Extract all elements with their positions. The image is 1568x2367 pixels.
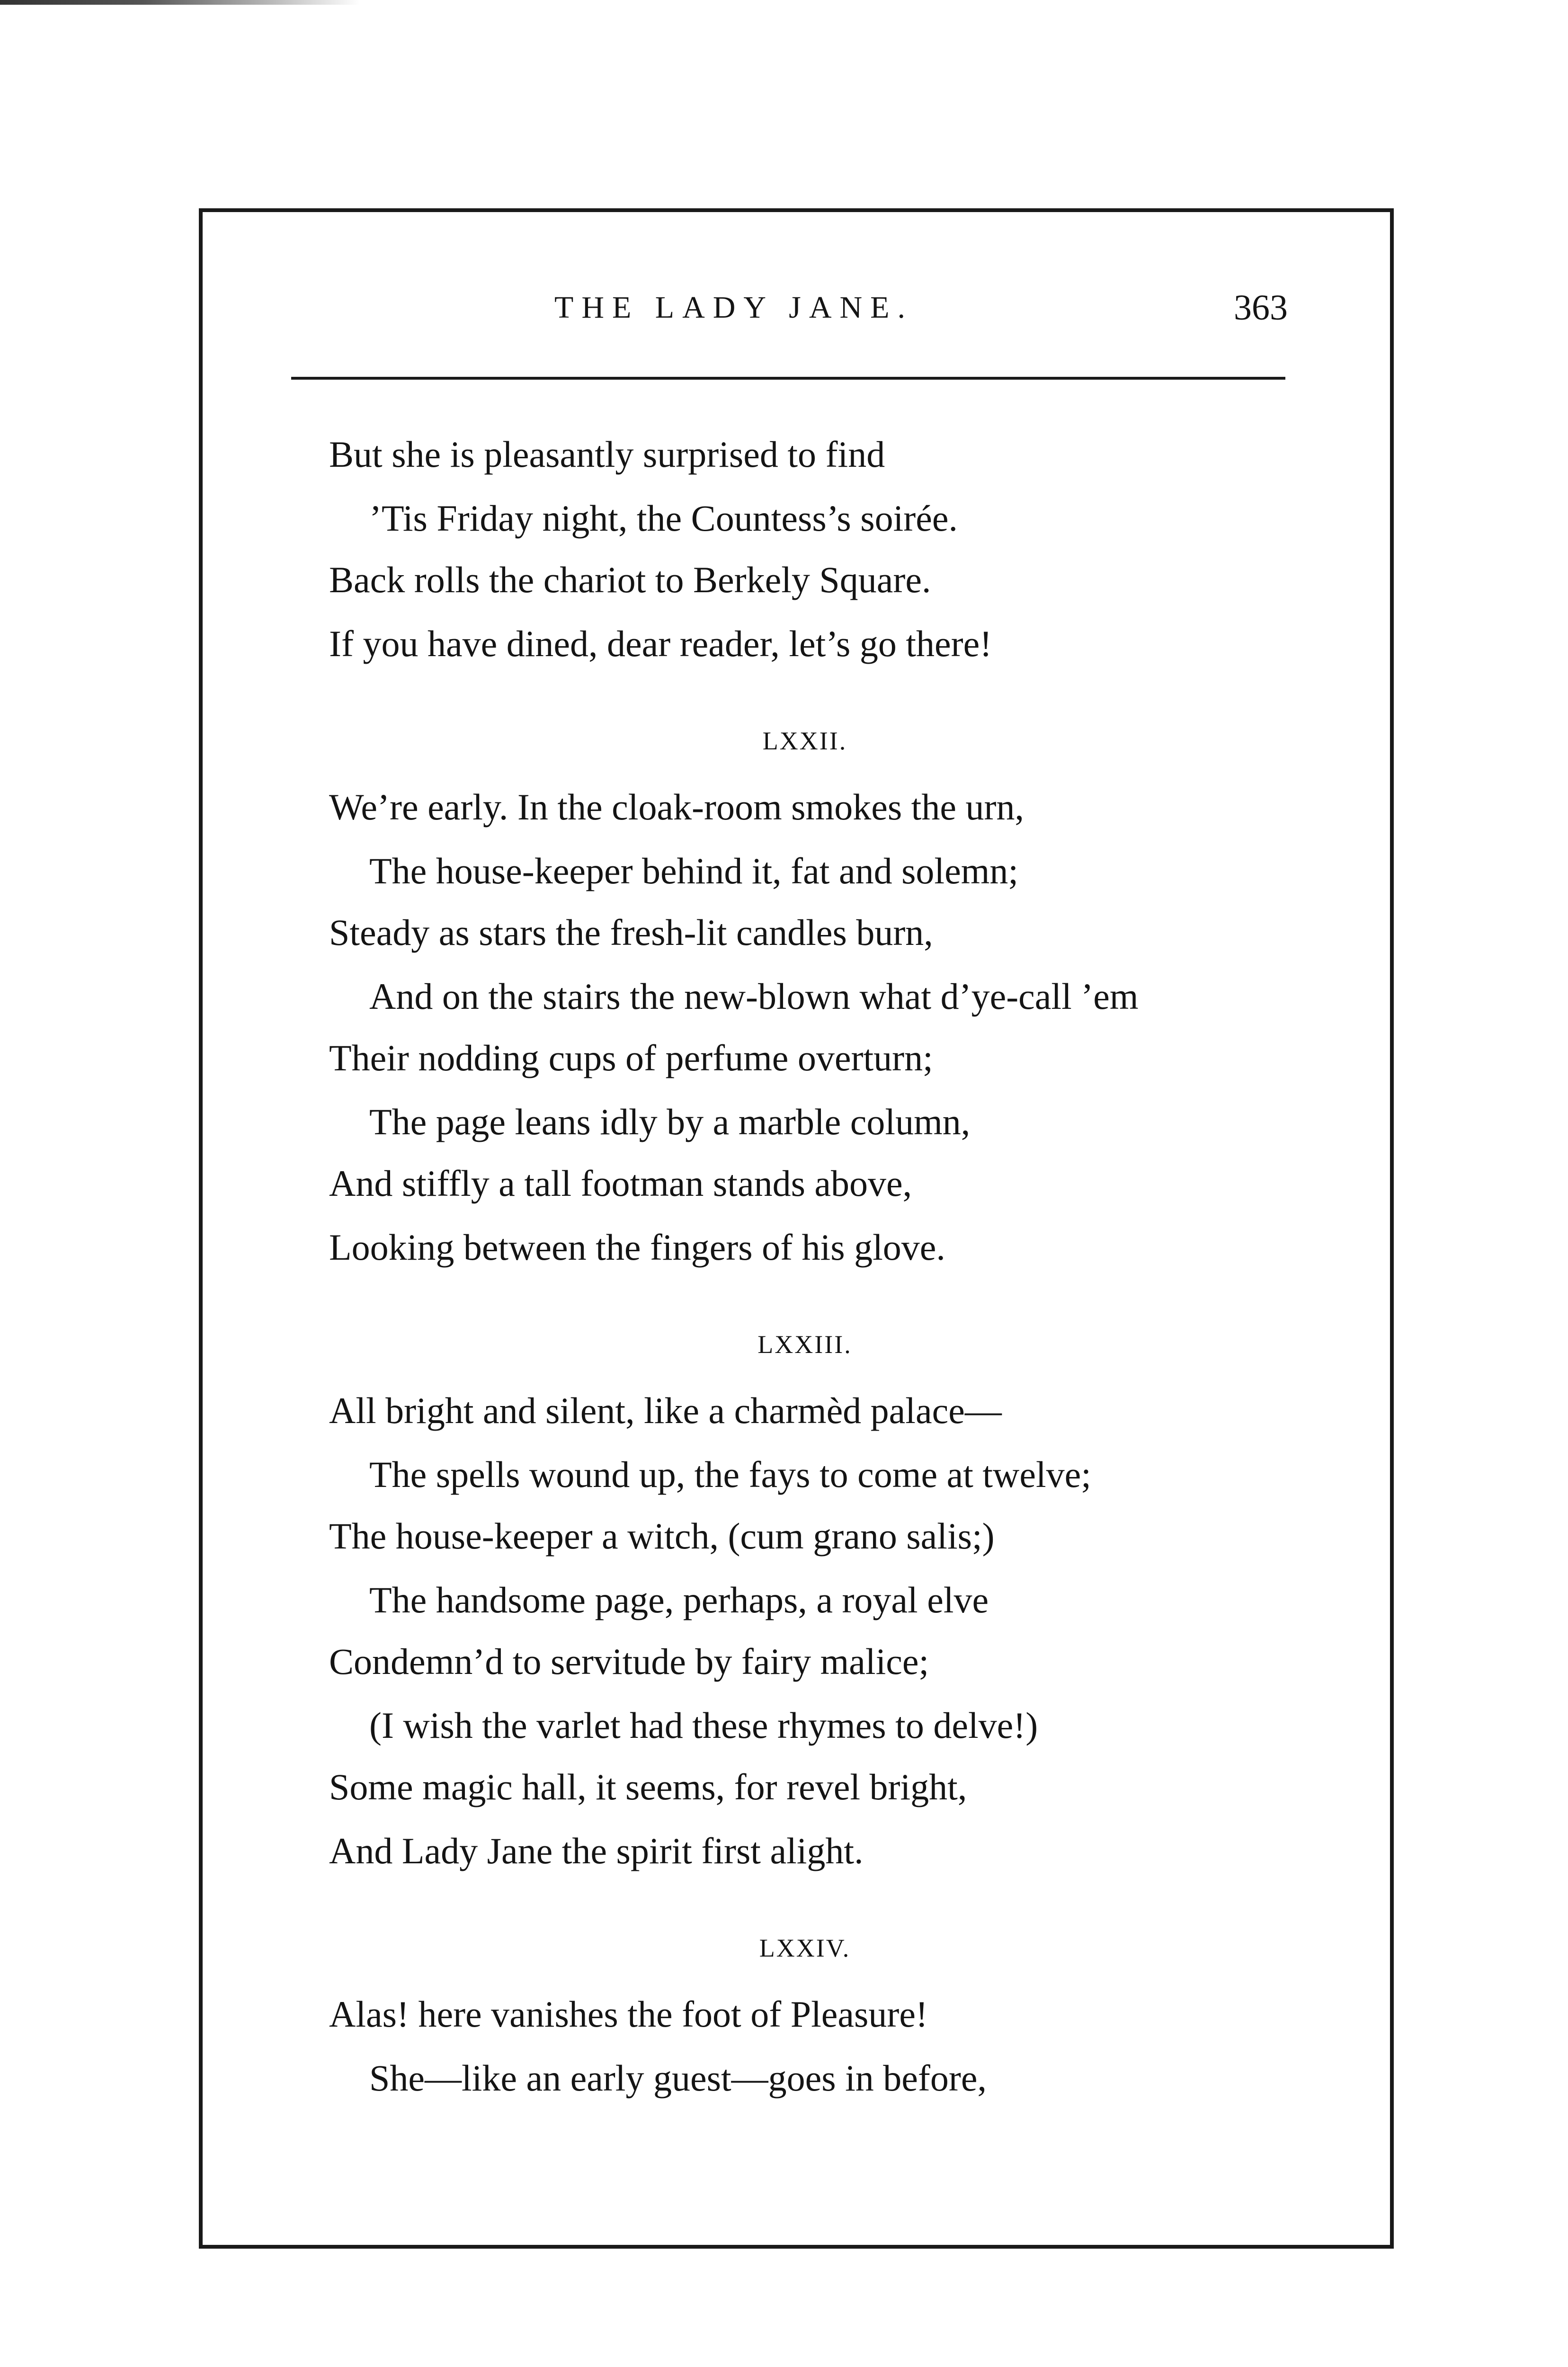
verse-line: If you have dined, dear reader, let’s go there! [329, 623, 992, 664]
verse-line: (I wish the varlet had these rhymes to delve!) [369, 1705, 1038, 1746]
verse-line: Some magic hall, it seems, for revel bright, [329, 1766, 967, 1807]
verse-line: ’Tis Friday night, the Countess’s soirée. [369, 498, 958, 539]
verse-line: And Lady Jane the spirit first alight. [329, 1830, 864, 1871]
header-rule [291, 377, 1285, 380]
verse-line: Alas! here vanishes the foot of Pleasure! [329, 1993, 928, 2035]
verse-line: We’re early. In the cloak-room smokes the urn, [329, 786, 1024, 828]
verse-line: The page leans idly by a marble column, [369, 1101, 971, 1142]
verse-line: The spells wound up, the fays to come at twelve; [369, 1454, 1091, 1495]
verse-line: Condemn’d to servitude by fairy malice; [329, 1641, 929, 1682]
verse-line: And on the stairs the new-blown what d’ye-call ’em [369, 976, 1139, 1017]
page-number: 363 [1234, 288, 1288, 328]
verse-line: Back rolls the chariot to Berkely Square. [329, 559, 931, 600]
verse-line: But she is pleasantly surprised to find [329, 434, 885, 475]
stanza-number: LXXII. [762, 727, 847, 755]
page-edge-mark [0, 0, 360, 5]
verse-line: Steady as stars the fresh-lit candles burn, [329, 912, 933, 953]
verse-line: She—like an early guest—goes in before, [369, 2057, 987, 2099]
verse-line: All bright and silent, like a charmèd palace— [329, 1390, 1002, 1431]
stanza-number: LXXIV. [759, 1934, 851, 1962]
stanza-number: LXXIII. [757, 1330, 852, 1359]
verse-line: And stiffly a tall footman stands above, [329, 1163, 912, 1204]
verse-line: Looking between the fingers of his glove. [329, 1227, 945, 1268]
running-title: THE LADY JANE. [554, 290, 913, 325]
verse-line: The house-keeper a witch, (cum grano salis;) [329, 1515, 995, 1557]
verse-line: Their nodding cups of perfume overturn; [329, 1037, 933, 1078]
verse-line: The handsome page, perhaps, a royal elve [369, 1579, 989, 1620]
verse-line: The house-keeper behind it, fat and solemn; [369, 850, 1019, 891]
